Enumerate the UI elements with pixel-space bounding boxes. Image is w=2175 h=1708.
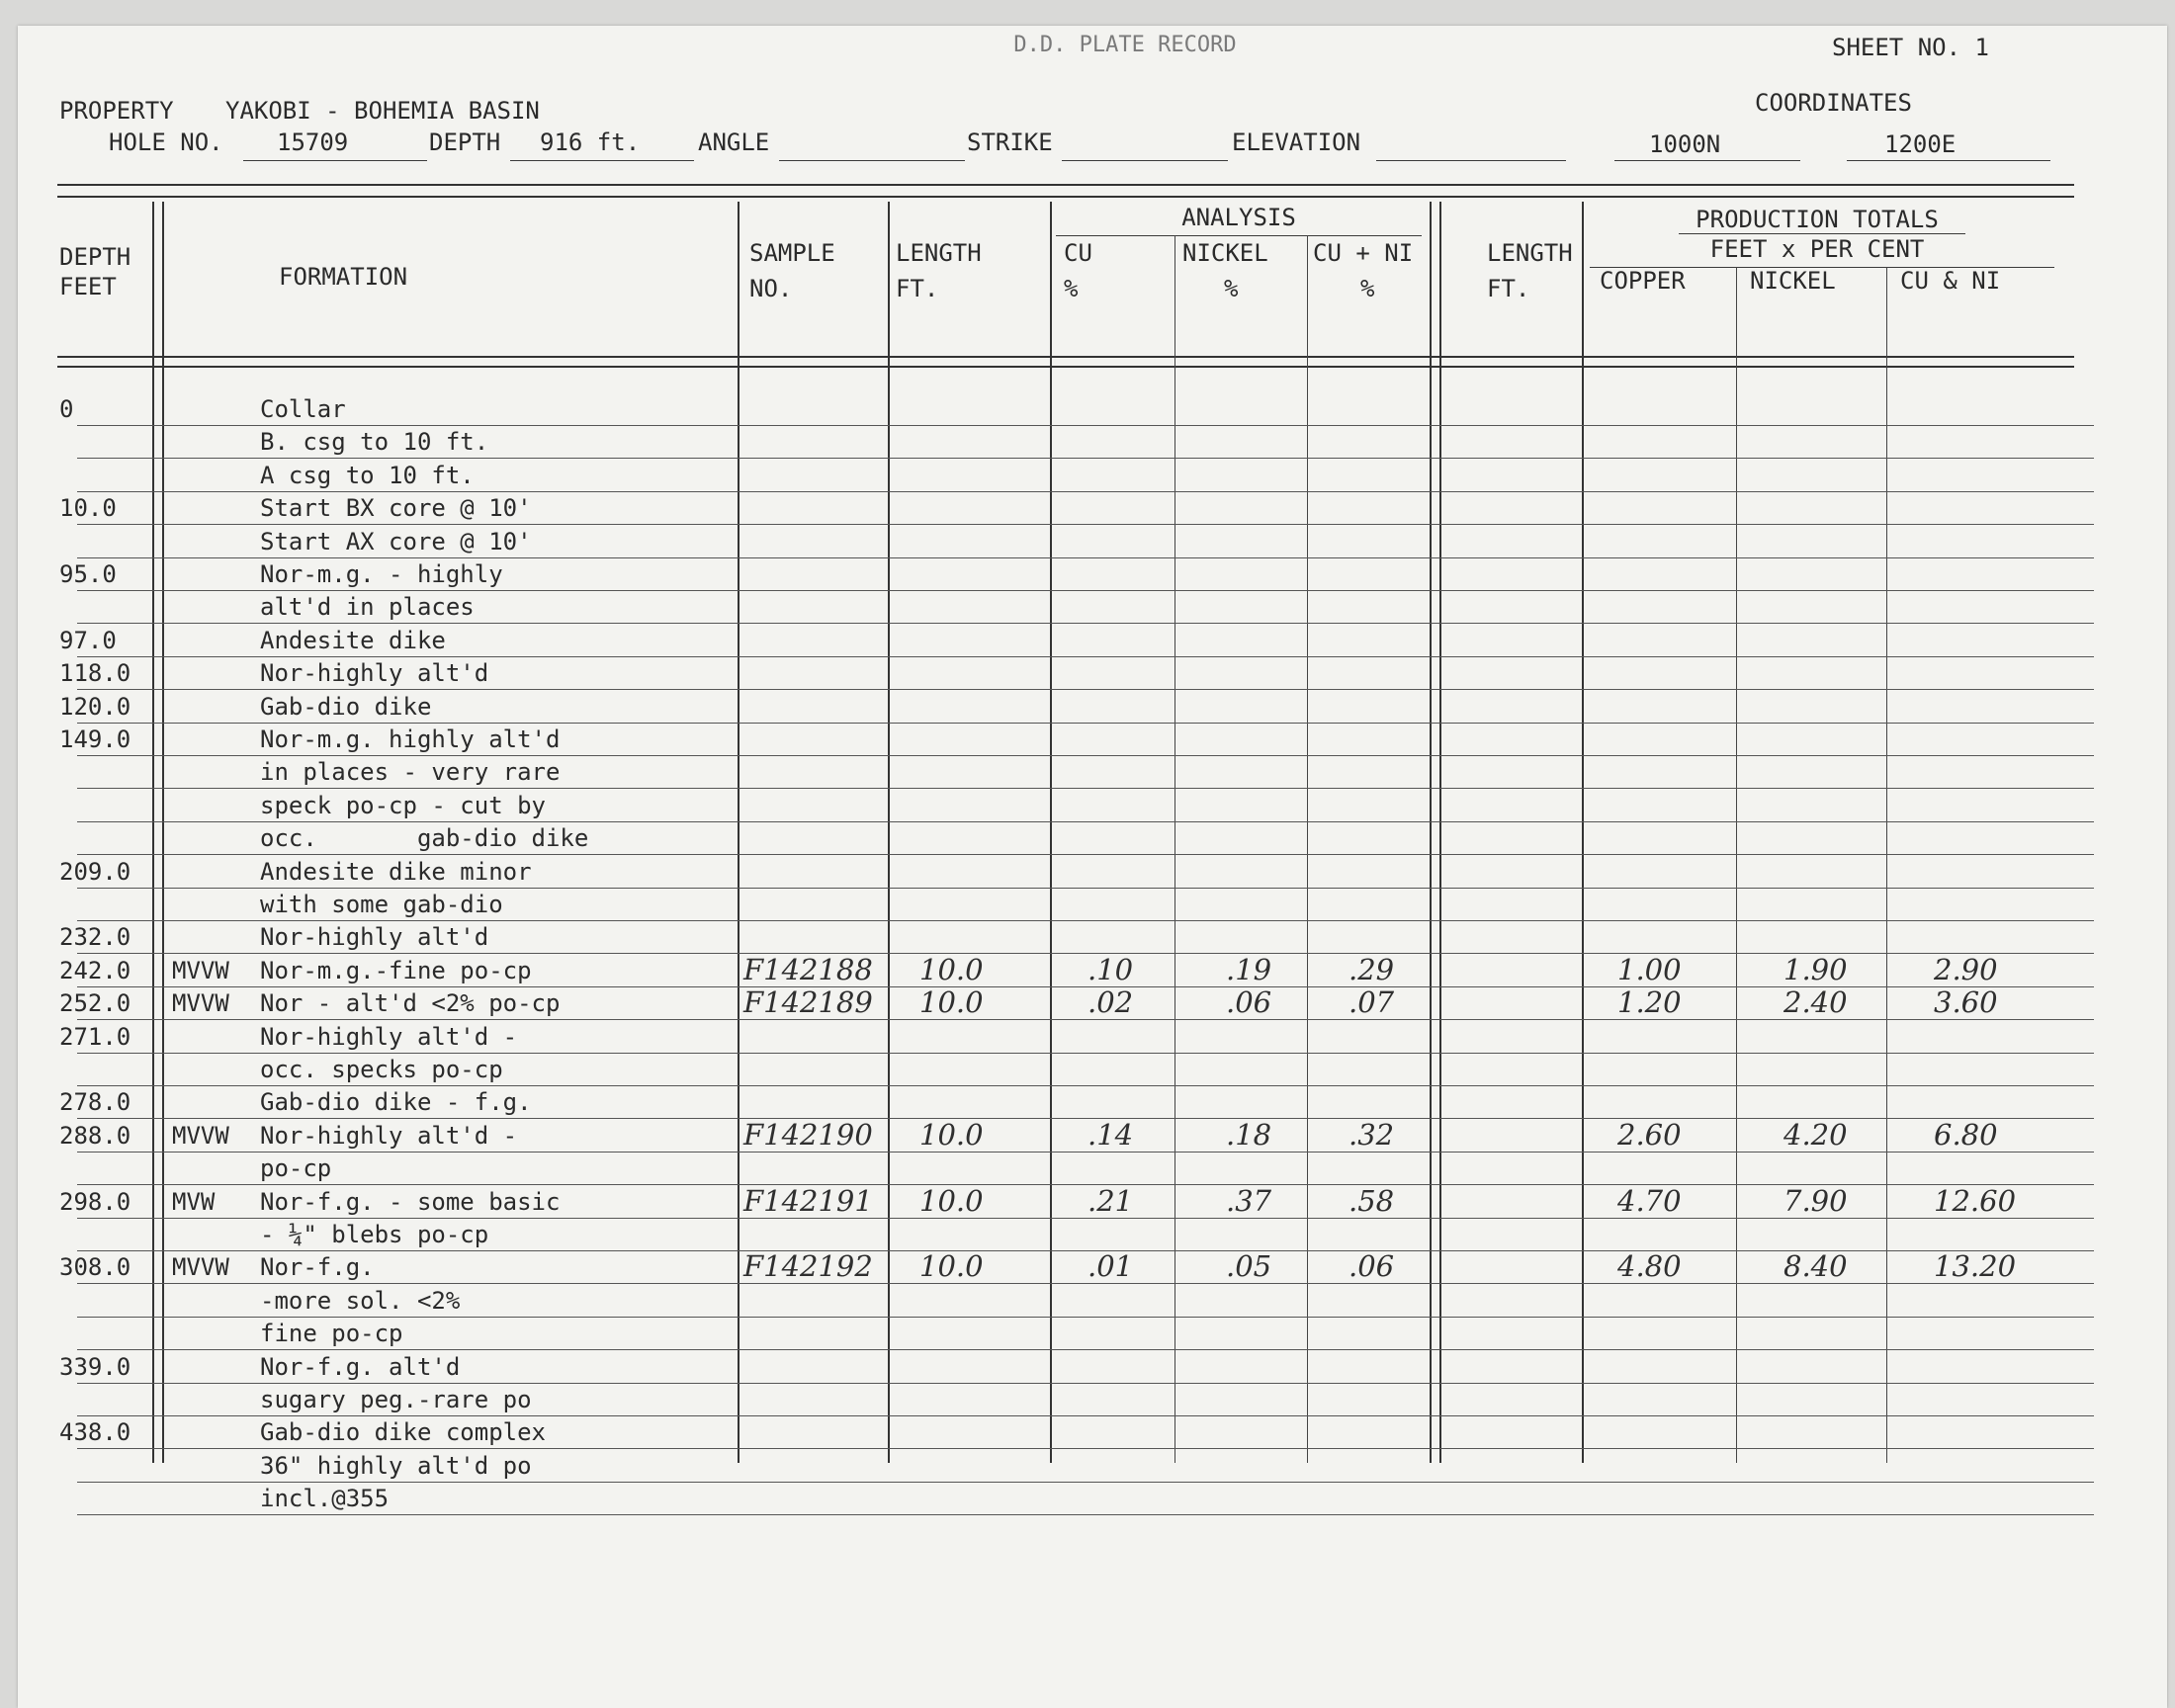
row-rule xyxy=(77,1482,2094,1483)
strike-underline xyxy=(1062,160,1228,161)
cuni-total-cell: 6.80 xyxy=(1934,1117,1998,1152)
code-cell: MVVW xyxy=(172,1121,229,1150)
cu-cell: .21 xyxy=(1088,1183,1134,1218)
depth-cell: 308.0 xyxy=(59,1253,131,1282)
row-rule xyxy=(77,1514,2094,1515)
col-cu-ni-total: CU & NI xyxy=(1900,267,2001,295)
row-rule xyxy=(77,1283,2094,1284)
length-cell: 10.0 xyxy=(919,1249,984,1284)
row-rule xyxy=(77,1383,2094,1384)
row-rule xyxy=(77,458,2094,459)
record-sheet xyxy=(18,26,2167,1708)
vline-length2 xyxy=(1582,202,1584,1463)
depth-cell: 95.0 xyxy=(59,560,117,588)
formation-cell: with some gab-dio xyxy=(260,891,503,918)
vline-formation xyxy=(738,202,740,1463)
sheet-number: SHEET NO. 1 xyxy=(1832,34,1989,61)
col-nickel-unit: % xyxy=(1224,275,1239,302)
cu-cell: .14 xyxy=(1088,1117,1134,1152)
nickel-total-cell: 7.90 xyxy=(1784,1183,1848,1218)
row-rule xyxy=(77,1019,2094,1020)
cuni-cell: .07 xyxy=(1348,985,1395,1020)
formation-cell: Nor-highly alt'd - xyxy=(260,1022,518,1051)
nickel-cell: .05 xyxy=(1226,1249,1272,1284)
row-rule xyxy=(77,788,2094,789)
angle-label: ANGLE xyxy=(698,128,770,156)
formation-cell: Gab-dio dike - f.g. xyxy=(260,1088,532,1117)
formation-cell: B. csg to 10 ft. xyxy=(260,428,489,457)
copper-total-cell: 1.00 xyxy=(1617,952,1682,986)
depth-cell: 242.0 xyxy=(59,956,131,984)
length-cell: 10.0 xyxy=(919,1183,984,1218)
col-length2-2: FT. xyxy=(1487,275,1530,302)
row-rule xyxy=(77,623,2094,624)
length-cell: 10.0 xyxy=(919,952,984,986)
vline-cu xyxy=(1174,235,1175,1463)
cuni-total-cell: 12.60 xyxy=(1934,1183,2017,1218)
code-cell: MVVW xyxy=(172,1253,229,1282)
hole-underline xyxy=(243,160,427,161)
coord-n-underline xyxy=(1614,160,1800,161)
row-rule xyxy=(77,590,2094,591)
col-nickel: NICKEL xyxy=(1182,239,1268,267)
vline-depth-1 xyxy=(152,202,154,1463)
form-title: D.D. PLATE RECORD xyxy=(1013,33,1237,57)
nickel-cell: .06 xyxy=(1226,985,1272,1020)
depth-cell: 209.0 xyxy=(59,857,131,886)
cu-cell: .10 xyxy=(1088,952,1134,986)
depth-cell: 0 xyxy=(59,395,74,423)
row-rule xyxy=(77,1317,2094,1318)
row-rule xyxy=(77,656,2094,657)
cuni-total-cell: 13.20 xyxy=(1934,1249,2017,1284)
formation-cell: 36" highly alt'd po xyxy=(260,1451,532,1480)
cuni-cell: .29 xyxy=(1348,952,1395,986)
sample-cell: F142192 xyxy=(743,1249,873,1284)
formation-cell: A csg to 10 ft. xyxy=(260,461,475,489)
col-formation: FORMATION xyxy=(279,263,408,291)
nickel-cell: .19 xyxy=(1226,952,1272,986)
property-value: YAKOBI - BOHEMIA BASIN xyxy=(225,97,540,125)
row-rule xyxy=(77,920,2094,921)
col-length-1: LENGTH xyxy=(896,239,982,267)
formation-cell: incl.@355 xyxy=(260,1485,390,1513)
row-rule xyxy=(77,821,2094,822)
header-rule-1 xyxy=(57,356,2074,358)
depth-cell: 278.0 xyxy=(59,1088,131,1117)
col-copper: COPPER xyxy=(1600,267,1686,295)
formation-cell: Collar xyxy=(260,395,346,423)
hole-label: HOLE NO. xyxy=(109,128,223,156)
row-rule xyxy=(77,1085,2094,1086)
formation-cell: Andesite dike xyxy=(260,626,446,654)
depth-value: 916 ft. xyxy=(540,128,641,156)
hole-value: 15709 xyxy=(277,128,349,156)
cuni-total-cell: 3.60 xyxy=(1934,985,1998,1020)
row-rule xyxy=(77,755,2094,756)
formation-cell: occ. gab-dio dike xyxy=(260,824,589,853)
depth-cell: 288.0 xyxy=(59,1121,131,1150)
col-depth-1: DEPTH xyxy=(59,243,131,271)
row-rule xyxy=(77,854,2094,855)
formation-cell: Nor-f.g. alt'd xyxy=(260,1352,461,1381)
row-rule xyxy=(77,723,2094,724)
code-cell: MVVW xyxy=(172,956,229,984)
cuni-cell: .58 xyxy=(1348,1183,1395,1218)
formation-cell: in places - very rare xyxy=(260,758,561,787)
col-cuni-unit: % xyxy=(1360,275,1375,302)
depth-cell: 120.0 xyxy=(59,692,131,721)
row-rule xyxy=(77,1053,2094,1054)
col-cu: CU xyxy=(1064,239,1092,267)
nickel-total-cell: 1.90 xyxy=(1784,952,1848,986)
col-analysis: ANALYSIS xyxy=(1181,204,1296,231)
cuni-cell: .32 xyxy=(1348,1117,1395,1152)
formation-cell: Start BX core @ 10' xyxy=(260,494,532,523)
depth-cell: 298.0 xyxy=(59,1187,131,1216)
angle-underline xyxy=(779,160,965,161)
depth-cell: 149.0 xyxy=(59,726,131,753)
strike-label: STRIKE xyxy=(967,128,1053,156)
row-rule xyxy=(77,524,2094,525)
formation-cell: Nor-highly alt'd xyxy=(260,659,489,688)
formation-cell: alt'd in places xyxy=(260,593,475,622)
nickel-cell: .18 xyxy=(1226,1117,1272,1152)
formation-cell: Nor-f.g. - some basic xyxy=(260,1187,561,1216)
formation-cell: Nor-highly alt'd xyxy=(260,923,489,952)
length-cell: 10.0 xyxy=(919,1117,984,1152)
depth-cell: 339.0 xyxy=(59,1352,131,1381)
top-rule-2 xyxy=(57,196,2074,198)
length-cell: 10.0 xyxy=(919,985,984,1020)
formation-cell: Start AX core @ 10' xyxy=(260,527,532,555)
copper-total-cell: 2.60 xyxy=(1617,1117,1682,1152)
coordinate-east: 1200E xyxy=(1884,130,1957,158)
row-rule xyxy=(77,1152,2094,1153)
depth-cell: 118.0 xyxy=(59,659,131,688)
row-rule xyxy=(77,1349,2094,1350)
col-sample-1: SAMPLE xyxy=(749,239,835,267)
code-cell: MVW xyxy=(172,1187,216,1216)
depth-underline xyxy=(510,160,694,161)
formation-cell: -more sol. <2% xyxy=(260,1286,461,1315)
col-nickel-total: NICKEL xyxy=(1750,267,1836,295)
depth-cell: 10.0 xyxy=(59,494,117,523)
vline-nickel xyxy=(1307,235,1308,1463)
row-rule xyxy=(77,689,2094,690)
sample-cell: F142189 xyxy=(743,985,873,1020)
formation-cell: occ. specks po-cp xyxy=(260,1056,503,1083)
depth-cell: 232.0 xyxy=(59,923,131,952)
copper-total-cell: 4.80 xyxy=(1617,1249,1682,1284)
formation-cell: speck po-cp - cut by xyxy=(260,791,546,819)
formation-cell: Gab-dio dike complex xyxy=(260,1418,546,1447)
vline-analysis-1 xyxy=(1430,202,1432,1463)
row-rule xyxy=(77,888,2094,889)
cu-cell: .01 xyxy=(1088,1249,1134,1284)
depth-cell: 252.0 xyxy=(59,989,131,1018)
property-label: PROPERTY xyxy=(59,97,174,125)
vline-analysis-2 xyxy=(1439,202,1441,1463)
nickel-cell: .37 xyxy=(1226,1183,1272,1218)
coordinate-north: 1000N xyxy=(1649,130,1721,158)
nickel-total-cell: 4.20 xyxy=(1784,1117,1848,1152)
sample-cell: F142190 xyxy=(743,1117,873,1152)
depth-cell: 271.0 xyxy=(59,1022,131,1051)
col-length2-1: LENGTH xyxy=(1487,239,1573,267)
cuni-total-cell: 2.90 xyxy=(1934,952,1998,986)
col-cu-unit: % xyxy=(1064,275,1079,302)
row-rule xyxy=(77,1448,2094,1449)
row-rule xyxy=(77,1218,2094,1219)
col-feet-pct: FEET x PER CENT xyxy=(1709,235,1925,263)
col-depth-2: FEET xyxy=(59,273,117,300)
depth-label: DEPTH xyxy=(429,128,501,156)
col-production: PRODUCTION TOTALS xyxy=(1696,206,1939,233)
formation-cell: Nor-highly alt'd - xyxy=(260,1121,518,1150)
sample-cell: F142188 xyxy=(743,952,873,986)
copper-total-cell: 1.20 xyxy=(1617,985,1682,1020)
nickel-total-cell: 2.40 xyxy=(1784,985,1848,1020)
elevation-label: ELEVATION xyxy=(1232,128,1361,156)
coordinates-label: COORDINATES xyxy=(1755,89,1912,117)
formation-cell: Nor-m.g. - highly xyxy=(260,560,503,588)
vline-depth-2 xyxy=(162,202,164,1463)
col-cuni: CU + NI xyxy=(1313,239,1414,267)
formation-cell: Gab-dio dike xyxy=(260,692,432,721)
formation-cell: sugary peg.-rare po xyxy=(260,1386,532,1413)
code-cell: MVVW xyxy=(172,989,229,1018)
header-rule-2 xyxy=(57,366,2074,368)
cu-cell: .02 xyxy=(1088,985,1134,1020)
col-sample-2: NO. xyxy=(749,275,793,302)
elevation-underline xyxy=(1376,160,1566,161)
copper-total-cell: 4.70 xyxy=(1617,1183,1682,1218)
formation-cell: Nor-m.g.-fine po-cp xyxy=(260,956,532,984)
row-rule xyxy=(77,1415,2094,1416)
formation-cell: Nor - alt'd <2% po-cp xyxy=(260,989,561,1018)
row-rule xyxy=(77,425,2094,426)
cuni-cell: .06 xyxy=(1348,1249,1395,1284)
formation-cell: po-cp xyxy=(260,1154,332,1183)
depth-cell: 438.0 xyxy=(59,1418,131,1447)
vline-sample xyxy=(888,202,890,1463)
col-length-2: FT. xyxy=(896,275,939,302)
formation-cell: - ¼" blebs po-cp xyxy=(260,1221,489,1248)
row-rule xyxy=(77,491,2094,492)
top-rule-1 xyxy=(57,184,2074,186)
formation-cell: fine po-cp xyxy=(260,1320,403,1348)
row-rule xyxy=(77,557,2094,558)
vline-length xyxy=(1050,202,1052,1463)
formation-cell: Nor-f.g. xyxy=(260,1253,375,1282)
sample-cell: F142191 xyxy=(743,1183,873,1218)
formation-cell: Nor-m.g. highly alt'd xyxy=(260,726,561,753)
coord-e-underline xyxy=(1847,160,2050,161)
formation-cell: Andesite dike minor xyxy=(260,857,532,886)
nickel-total-cell: 8.40 xyxy=(1784,1249,1848,1284)
analysis-rule xyxy=(1056,235,1422,236)
production-rule xyxy=(1679,233,1965,234)
depth-cell: 97.0 xyxy=(59,626,117,654)
